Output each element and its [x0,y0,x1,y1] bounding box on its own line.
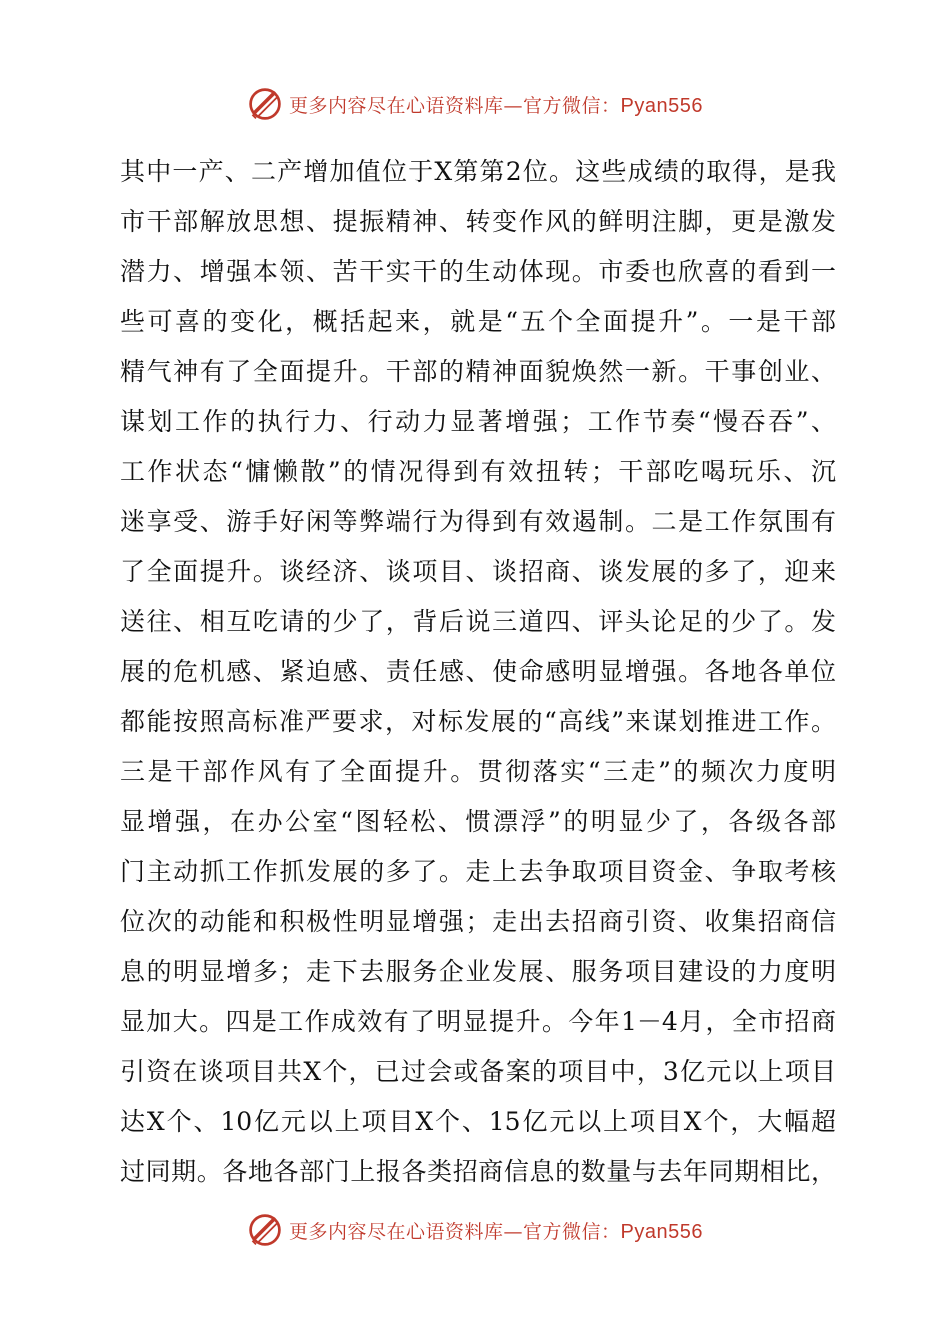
text-line: 显加大。四是工作成效有了明显提升。今年1－4月，全市招商 [120,1007,836,1036]
header-banner-text [289,91,703,118]
text-line: 工作状态“慵懒散”的情况得到有效扭转；干部吃喝玩乐、沉 [120,457,836,486]
text-line: 息的明显增多；走下去服务企业发展、服务项目建设的力度明 [120,957,836,986]
text-line: 其中一产、二产增加值位于X第第2位。这些成绩的取得，是我 [120,157,836,186]
text-line: 潜力、增强本领、苦干实干的生动体现。市委也欣喜的看到一 [120,257,836,286]
text-line: 精气神有了全面提升。干部的精神面貌焕然一新。干事创业、 [120,357,836,386]
text-line: 门主动抓工作抓发展的多了。走上去争取项目资金、争取考核 [120,857,836,886]
text-line: 显增强，在办公室“图轻松、惯漂浮”的明显少了，各级各部 [120,807,836,836]
footer-banner-label: 更多内容尽在心语资料库—官方微信： [289,1220,621,1243]
document-body [120,147,836,1197]
text-line: 了全面提升。谈经济、谈项目、谈招商、谈发展的多了，迎来 [120,557,836,586]
pen-logo-icon [247,86,283,122]
text-line: 市干部解放思想、提振精神、转变作风的鲜明注脚，更是激发 [120,207,836,236]
footer-wechat-id: Pyan556 [620,1220,703,1243]
text-line: 达X个、10亿元以上项目X个、15亿元以上项目X个，大幅超 [120,1107,836,1136]
text-line: 送往、相互吃请的少了，背后说三道四、评头论足的少了。发 [120,607,836,636]
pen-logo-icon [247,1212,283,1248]
text-line: 三是干部作风有了全面提升。贯彻落实“三走”的频次力度明 [120,757,836,786]
text-line: 都能按照高标准严要求，对标发展的“高线”来谋划推进工作。 [120,707,836,736]
text-line: 过同期。各地各部门上报各类招商信息的数量与去年同期相比， [120,1157,836,1186]
text-line: 引资在谈项目共X个，已过会或备案的项目中，3亿元以上项目 [120,1057,836,1086]
header-banner-label: 更多内容尽在心语资料库—官方微信： [289,94,621,117]
footer-banner-text [289,1217,703,1244]
text-line: 展的危机感、紧迫感、责任感、使命感明显增强。各地各单位 [120,657,836,686]
text-line: 位次的动能和积极性明显增强；走出去招商引资、收集招商信 [120,907,836,936]
header-wechat-id: Pyan556 [620,94,703,117]
header-banner [0,82,950,126]
footer-banner [0,1208,950,1252]
text-line: 谋划工作的执行力、行动力显著增强；工作节奏“慢吞吞”、 [120,407,836,436]
text-line: 些可喜的变化，概括起来，就是“五个全面提升”。一是干部 [120,307,836,336]
text-line: 迷享受、游手好闲等弊端行为得到有效遏制。二是工作氛围有 [120,507,836,536]
